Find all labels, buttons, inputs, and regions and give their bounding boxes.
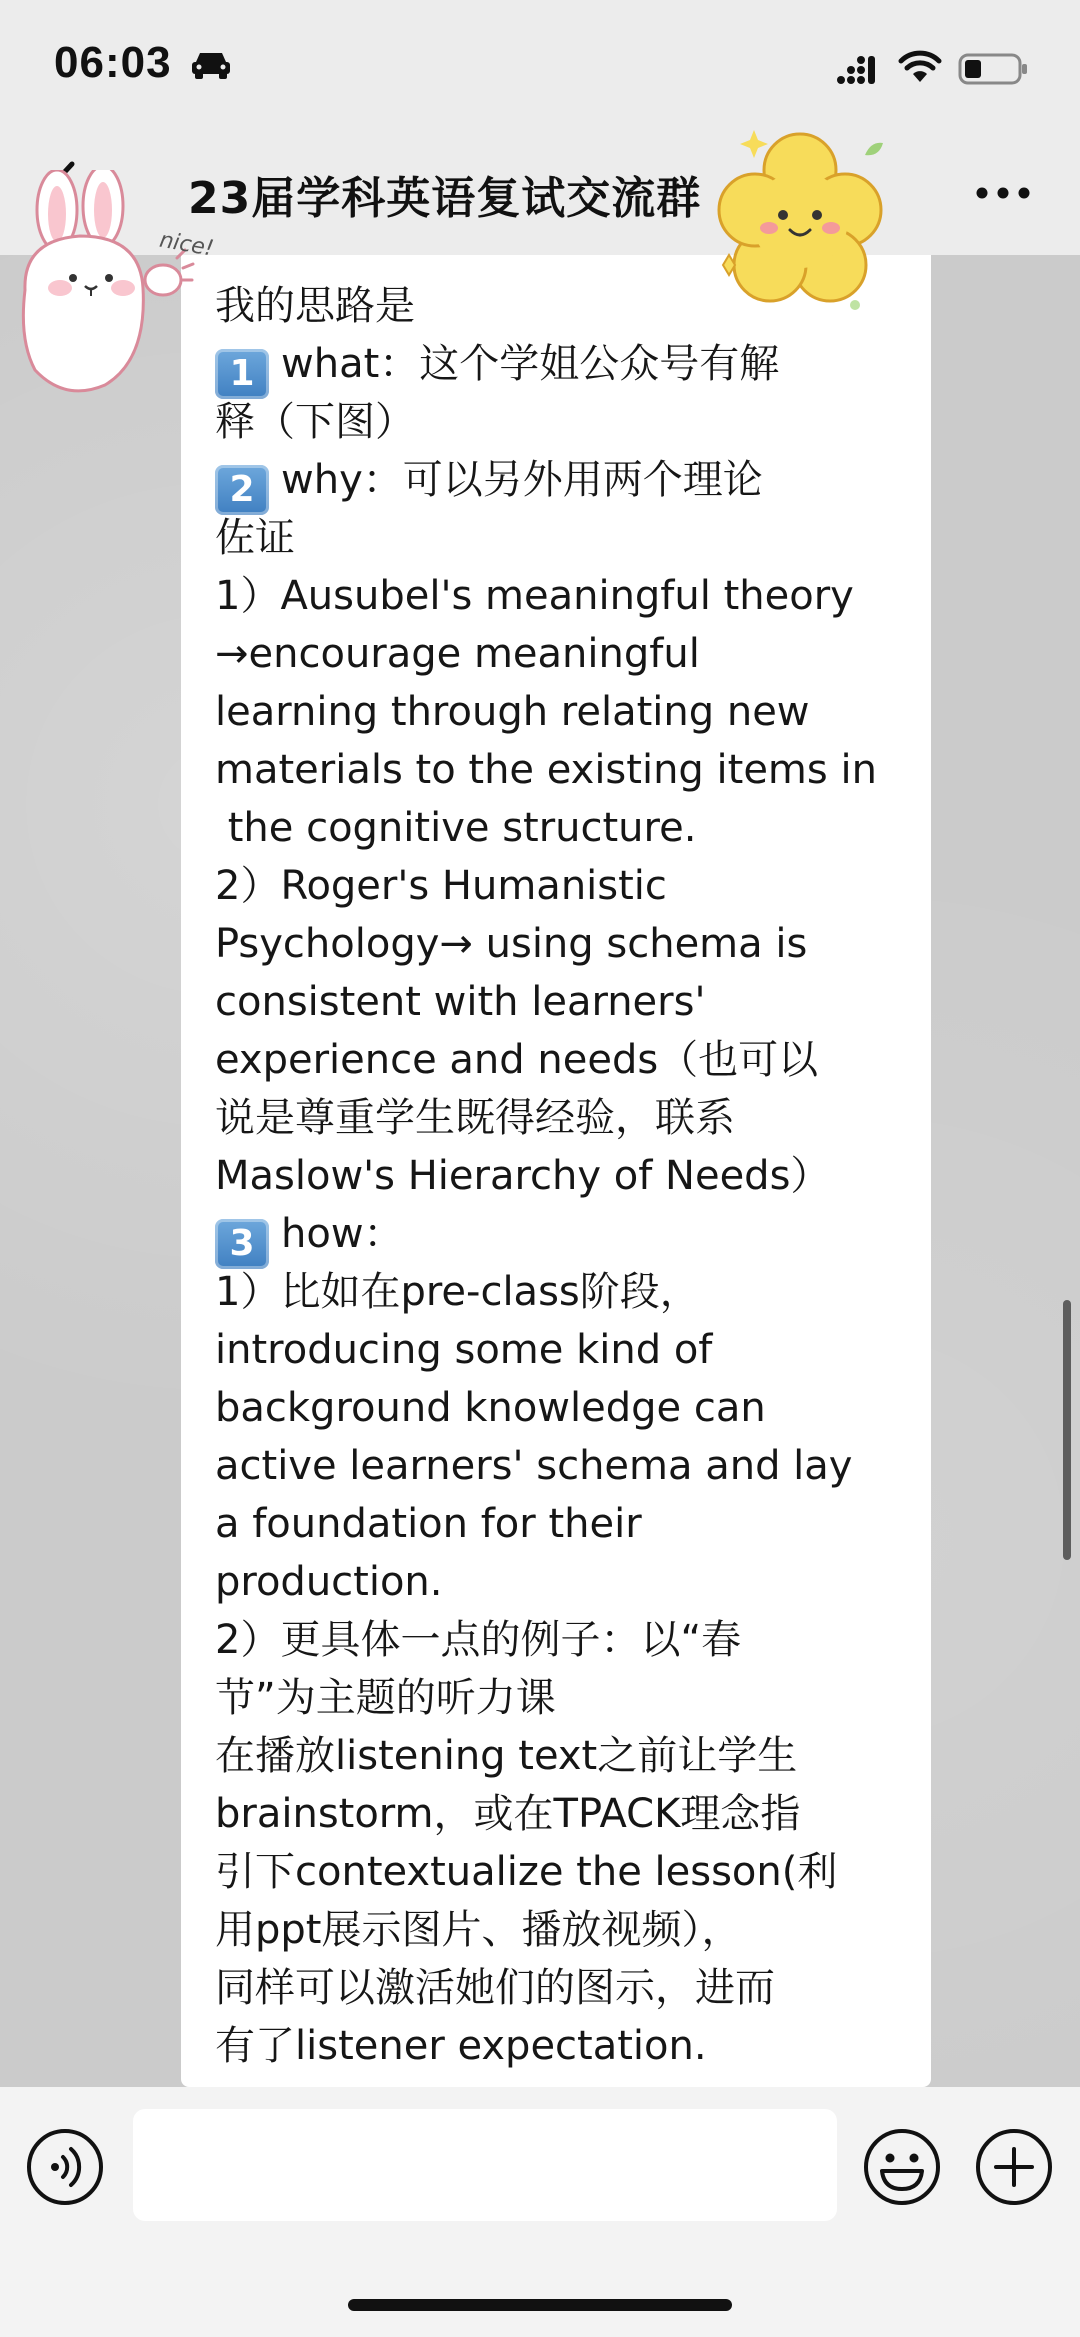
status-time: 06:03: [54, 38, 172, 87]
message-line: 1）Ausubel's meaningful theory: [215, 573, 854, 619]
keycap-three-icon: 3: [215, 1219, 269, 1269]
message-line: consistent with learners': [215, 979, 706, 1025]
message-line: 佐证: [215, 515, 295, 561]
chat-title: 23届学科英语复试交流群: [188, 173, 702, 224]
message-line: experience and needs（也可以: [215, 1037, 819, 1083]
message-line: 同样可以激活她们的图示，进而: [215, 1965, 775, 2011]
message-line: 释（下图）: [215, 399, 415, 445]
message-line: 有了listener expectation.: [215, 2023, 707, 2069]
message-line: materials to the existing items in: [215, 747, 877, 793]
emoji-icon[interactable]: [862, 2127, 942, 2207]
message-line: 1）比如在pre-class阶段，: [215, 1269, 700, 1315]
message-line: brainstorm，或在TPACK理念指: [215, 1791, 801, 1837]
message-line: background knowledge can: [215, 1385, 766, 1431]
message-line: 2 why：可以另外用两个理论: [215, 451, 905, 509]
message-line: introducing some kind of: [215, 1327, 713, 1373]
message-line: 我的思路是: [215, 283, 415, 329]
input-bar: [0, 2087, 1080, 2337]
bunny-waving-sticker: [5, 170, 245, 410]
car-icon: [190, 50, 232, 80]
message-text: [215, 277, 905, 2075]
keycap-two-icon: 2: [215, 465, 269, 515]
message-line: 说是尊重学生既得经验，联系: [215, 1095, 735, 1141]
message-line: Maslow's Hierarchy of Needs）: [215, 1153, 831, 1199]
voice-input-icon[interactable]: [25, 2127, 105, 2207]
message-line: 用ppt展示图片、播放视频），: [215, 1907, 742, 1953]
message-line: the cognitive structure.: [215, 805, 697, 851]
message-line: 节”为主题的听力课: [215, 1675, 556, 1721]
keycap-one-icon: 1: [215, 349, 269, 399]
message-line: 1 what：这个学姐公众号有解: [215, 335, 905, 393]
message-input[interactable]: [133, 2109, 837, 2221]
message-line: →encourage meaningful: [215, 631, 700, 677]
wifi-icon: [898, 50, 942, 84]
signal-icon: [836, 54, 878, 86]
message-line: Psychology→ using schema is: [215, 921, 808, 967]
message-line: 2）Roger's Humanistic: [215, 863, 667, 909]
message-line: 2）更具体一点的例子：以“春: [215, 1617, 742, 1663]
message-line: 3 how：: [215, 1205, 905, 1263]
home-indicator[interactable]: [348, 2299, 732, 2311]
battery-icon: [958, 52, 1030, 86]
status-bar: [0, 0, 1080, 130]
flower-smiley-sticker: [695, 115, 905, 325]
scrollbar-thumb[interactable]: [1063, 1300, 1071, 1560]
message-line: 在播放listening text之前让学生: [215, 1733, 798, 1779]
message-line: a foundation for their: [215, 1501, 642, 1547]
sticker-nice-text: nice!: [157, 227, 216, 262]
message-line: 引下contextualize the lesson(利: [215, 1849, 838, 1895]
message-line: learning through relating new: [215, 689, 810, 735]
message-line: production.: [215, 1559, 443, 1605]
more-dots-icon[interactable]: [975, 186, 1031, 200]
message-bubble[interactable]: [181, 255, 931, 2087]
add-icon[interactable]: [974, 2127, 1054, 2207]
message-line: active learners' schema and lay: [215, 1443, 853, 1489]
